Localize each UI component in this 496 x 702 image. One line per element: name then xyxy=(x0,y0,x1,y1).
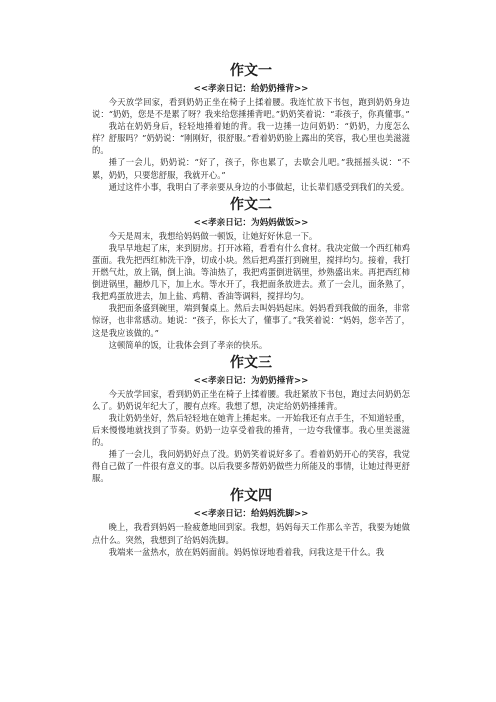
essay-subtitle: <<孝亲日记：为奶奶捶背>> xyxy=(193,375,309,386)
essay-subtitle: <<孝亲日记：给奶奶捶背>> xyxy=(193,84,309,94)
paragraph: 捶了一会儿，奶奶说：“好了，孩子，你也累了，去歇会儿吧。”我摇摇头说：“不累，奶奶，只要您舒服，我就开心。” xyxy=(92,157,410,180)
paragraph: 捶了一会儿，我问奶奶好点了没。奶奶笑着说好多了。看着奶奶开心的笑容，我觉得自己做了一件很有意义的事。以后我要多帮奶奶做些力所能及的事情，让她过得更舒服。 xyxy=(92,449,410,484)
document-page xyxy=(92,62,410,558)
paragraph: 今天放学回家，看到奶奶正坐在椅子上揉着腰。我赶紧放下书包，跑过去问奶奶怎么了。奶奶说年纪大了，腰有点疼。我想了想，决定给奶奶捶捶背。 xyxy=(92,388,410,411)
essay-1 xyxy=(92,62,410,193)
paragraph: 今天放学回家，看到奶奶正坐在椅子上揉着腰。我连忙放下书包，跑到奶奶身边说：“奶奶，您是不是累了呀？我来给您捶捶背吧。”奶奶笑着说：“乖孩子，你真懂事。” xyxy=(92,97,410,120)
paragraph: 我站在奶奶身后，轻轻地捶着她的背。我一边捶一边问奶奶：“奶奶，力度怎么样？舒服吗？”奶奶说：“刚刚好，很舒服。”看着奶奶脸上露出的笑容，我心里也美滋滋的。 xyxy=(92,121,410,156)
paragraph: 我让奶奶坐好，然后轻轻地在她背上捶起来。一开始我还有点手生，不知道轻重，后来慢慢地就找到了节奏。奶奶一边享受着我的捶背，一边夸我懂事。我心里美滋滋的。 xyxy=(92,412,410,448)
essay-title: 作文一 xyxy=(230,63,272,79)
paragraph: 我把面条盛到碗里，端到餐桌上。然后去叫妈妈起床。妈妈看到我做的面条，非常惊讶，也非常感动。她说：“孩子，你长大了，懂事了。”我笑着说：“妈妈，您辛苦了，这是我应该做的。” xyxy=(92,303,410,338)
essay-subtitle: <<孝亲日记：为妈妈做饭>> xyxy=(193,217,309,228)
essay-2 xyxy=(92,196,410,351)
paragraph: 通过这件小事，我明白了孝亲要从身边的小事做起，让长辈们感受到我们的关爱。 xyxy=(108,181,410,192)
essay-title: 作文四 xyxy=(230,488,272,505)
essay-subtitle: <<孝亲日记：给妈妈洗脚>> xyxy=(193,509,309,520)
paragraph: 我端来一盆热水，放在妈妈面前。妈妈惊讶地看着我，问我这是干什么。我 xyxy=(108,546,385,557)
essay-3 xyxy=(92,354,410,485)
essay-title: 作文三 xyxy=(230,354,272,371)
paragraph: 晚上，我看到妈妈一脸疲惫地回到家。我想，妈妈每天工作那么辛苦，我要为她做点什么。突然，我想到了给妈妈洗脚。 xyxy=(92,522,410,545)
paragraph: 今天是周末，我想给妈妈做一顿饭，让她好好休息一下。 xyxy=(108,230,318,241)
paragraph: 这顿简单的饭，让我体会到了孝亲的快乐。 xyxy=(108,339,268,350)
essay-4 xyxy=(92,487,410,557)
paragraph: 我早早地起了床，来到厨房。打开冰箱，看看有什么食材。我决定做一个西红柿鸡蛋面。我先把西红柿洗干净，切成小块。然后把鸡蛋打到碗里，搅拌均匀。接着，我打开燃气灶，放上锅，倒上油。等油热了，我把鸡蛋倒进锅里，炒熟盛出来。再把西红柿倒进锅里，翻炒几下，加上水。等水开了，我把面条放进去。煮了一会儿，面条熟了，我把鸡蛋放进去，加上盐、鸡精、香油等调料，搅拌均匀。 xyxy=(92,242,410,302)
essay-title: 作文二 xyxy=(230,196,272,213)
